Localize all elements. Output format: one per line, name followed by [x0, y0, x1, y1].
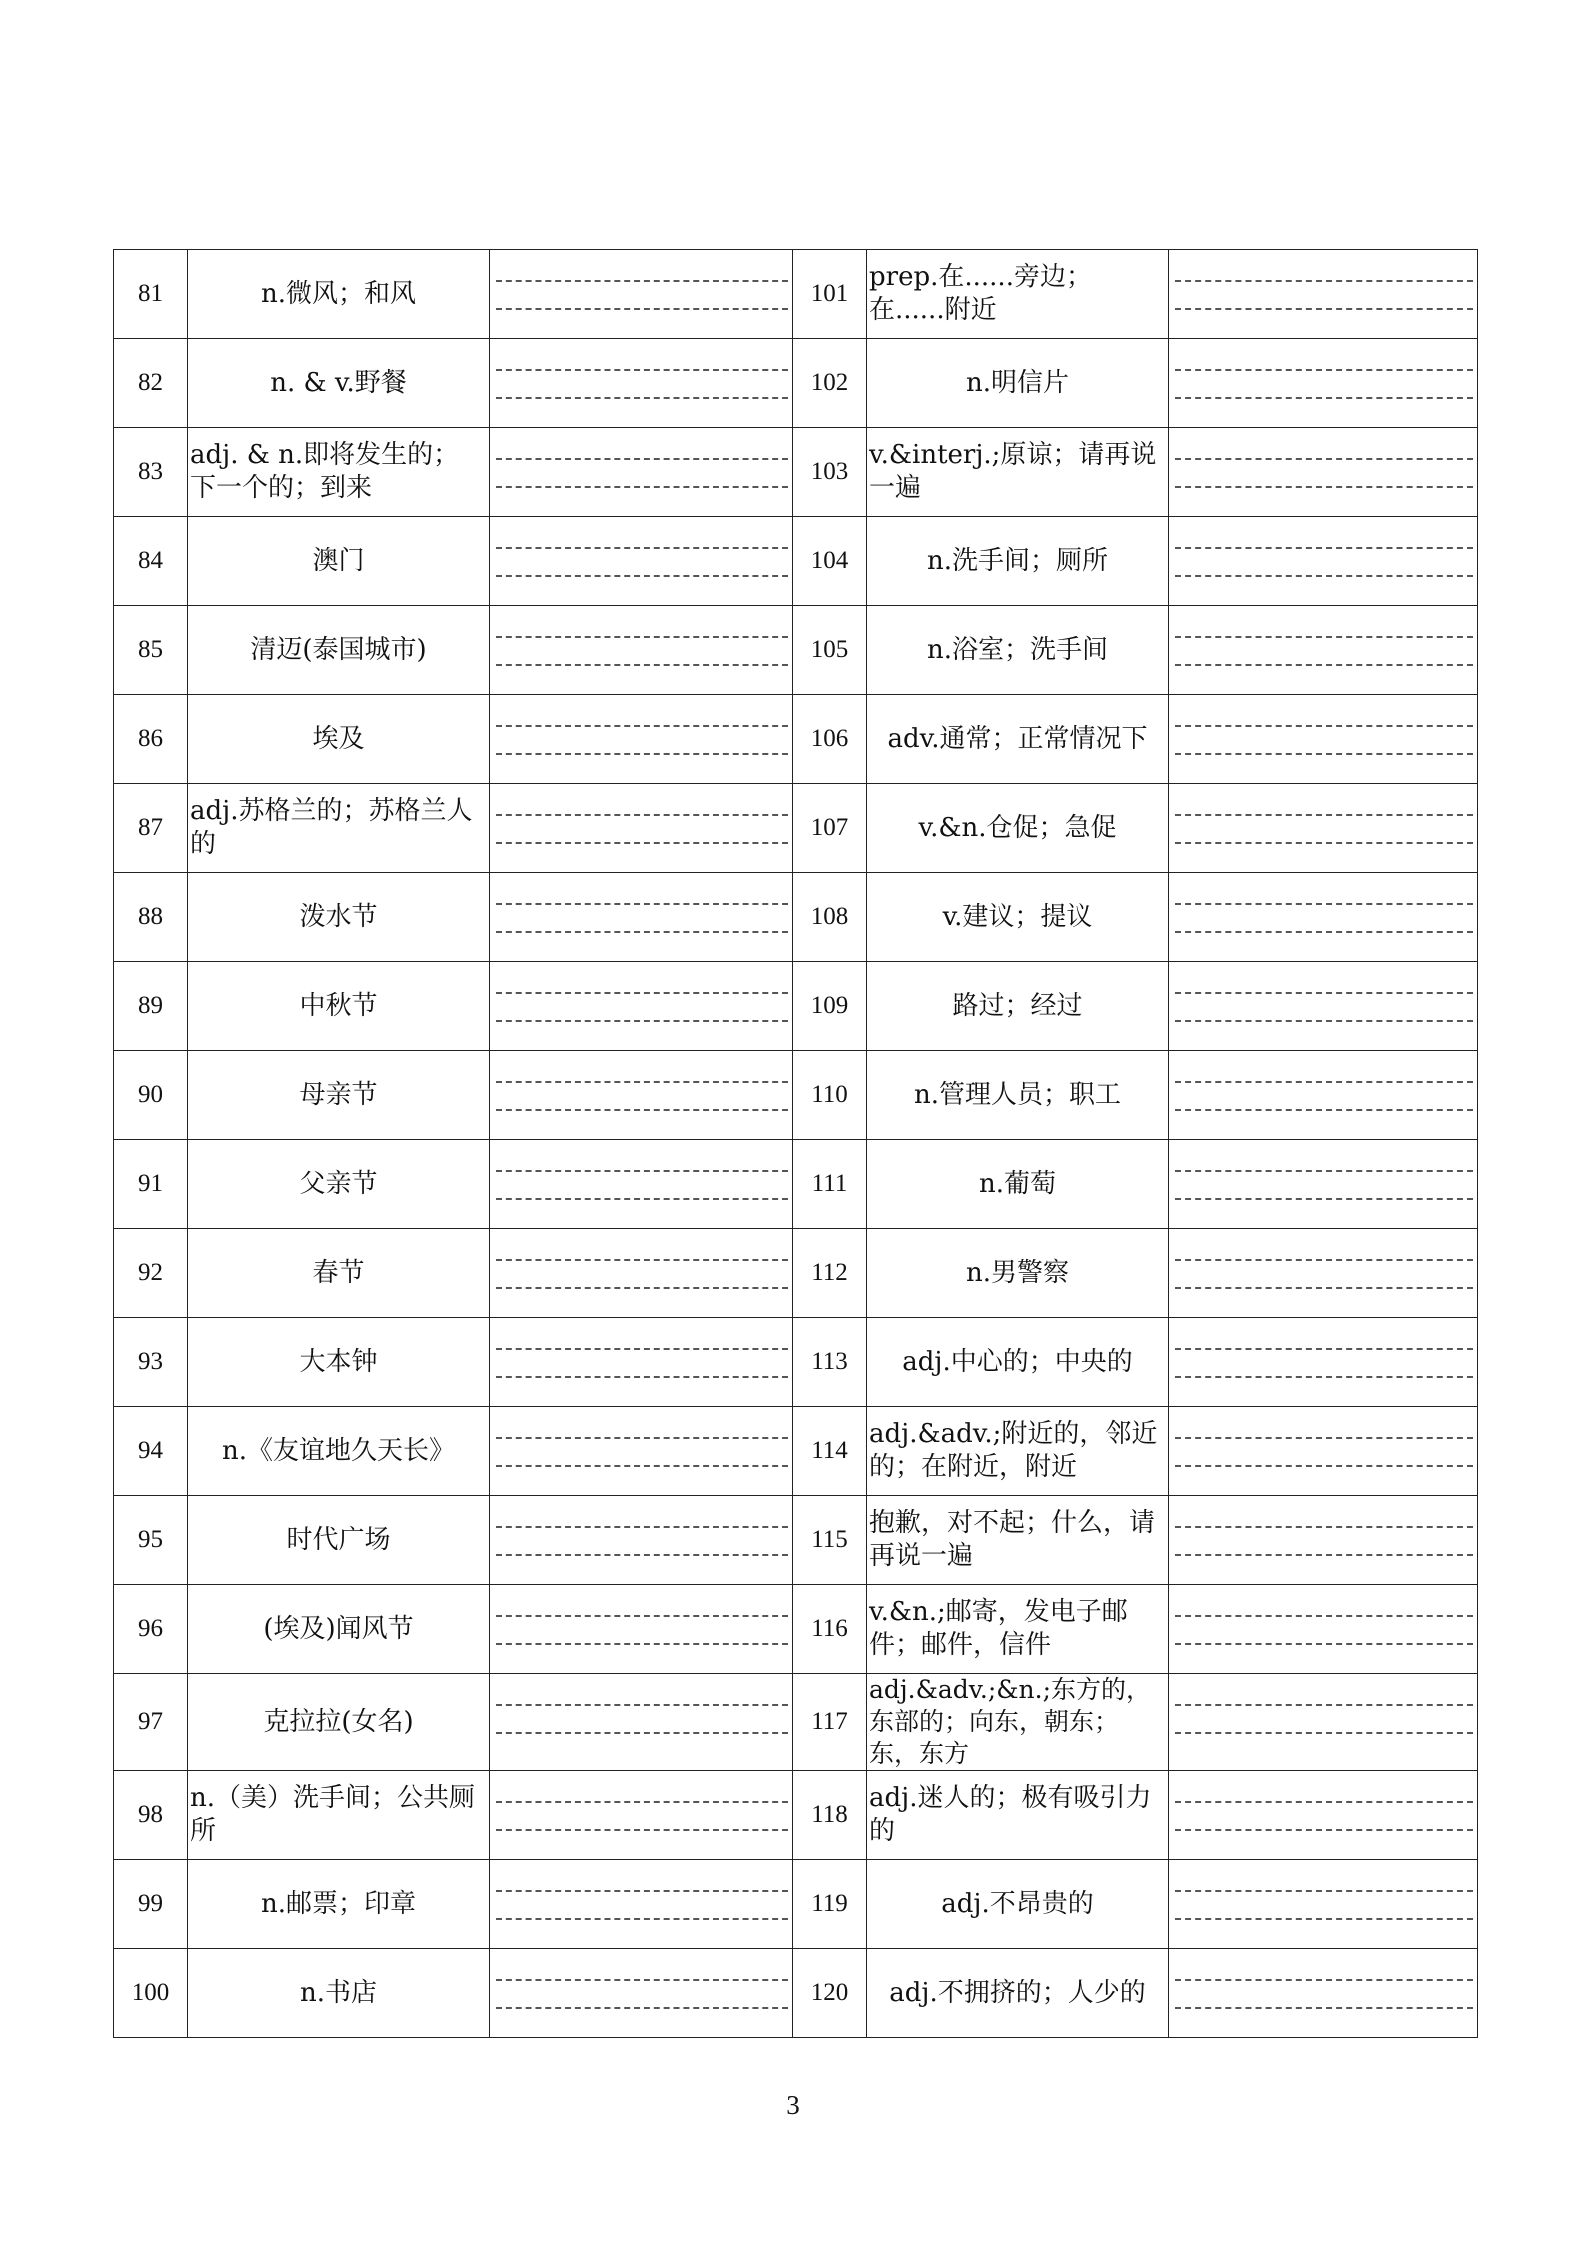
- writing-line: [1175, 1437, 1473, 1439]
- chinese-meaning: adj.中心的；中央的: [867, 1318, 1169, 1407]
- answer-blank[interactable]: [490, 1674, 793, 1771]
- writing-line: [496, 1732, 788, 1734]
- table-row: [114, 784, 1478, 873]
- answer-blank[interactable]: [490, 873, 793, 962]
- writing-line: [496, 1259, 788, 1261]
- writing-line: [496, 2007, 788, 2009]
- writing-line: [1175, 2007, 1473, 2009]
- chinese-meaning: n.男警察: [867, 1229, 1169, 1318]
- chinese-meaning: 中秋节: [188, 962, 490, 1051]
- table-row: [114, 1140, 1478, 1229]
- writing-line: [496, 547, 788, 549]
- writing-line: [1175, 1615, 1473, 1617]
- chinese-meaning: v.&n.仓促；急促: [867, 784, 1169, 873]
- chinese-meaning: 路过；经过: [867, 962, 1169, 1051]
- chinese-meaning: n.管理人员；职工: [867, 1051, 1169, 1140]
- answer-blank[interactable]: [490, 339, 793, 428]
- writing-line: [496, 1348, 788, 1350]
- writing-line: [1175, 1020, 1473, 1022]
- chinese-meaning: n.《友谊地久天长》: [188, 1407, 490, 1496]
- item-number: 116: [793, 1585, 867, 1674]
- writing-line: [496, 280, 788, 282]
- table-row: [114, 1229, 1478, 1318]
- writing-line: [496, 1020, 788, 1022]
- chinese-meaning: n.浴室；洗手间: [867, 606, 1169, 695]
- writing-line: [1175, 1801, 1473, 1803]
- answer-blank[interactable]: [1169, 784, 1478, 873]
- chinese-meaning: n. & v.野餐: [188, 339, 490, 428]
- table-row: [114, 1051, 1478, 1140]
- writing-line: [496, 903, 788, 905]
- chinese-meaning: 时代广场: [188, 1496, 490, 1585]
- table-row: [114, 695, 1478, 784]
- writing-line: [496, 664, 788, 666]
- chinese-meaning: v.&n.;邮寄，发电子邮件；邮件，信件: [867, 1585, 1169, 1674]
- item-number: 100: [114, 1949, 188, 2038]
- writing-line: [496, 1643, 788, 1645]
- table-row: [114, 1585, 1478, 1674]
- writing-line: [496, 1109, 788, 1111]
- chinese-meaning: 泼水节: [188, 873, 490, 962]
- writing-line: [496, 1829, 788, 1831]
- item-number: 111: [793, 1140, 867, 1229]
- chinese-meaning: 抱歉，对不起；什么，请再说一遍: [867, 1496, 1169, 1585]
- writing-line: [496, 992, 788, 994]
- item-number: 94: [114, 1407, 188, 1496]
- writing-line: [496, 369, 788, 371]
- item-number: 109: [793, 962, 867, 1051]
- writing-line: [496, 1170, 788, 1172]
- answer-blank[interactable]: [490, 428, 793, 517]
- item-number: 85: [114, 606, 188, 695]
- writing-line: [1175, 308, 1473, 310]
- item-number: 97: [114, 1674, 188, 1771]
- chinese-meaning: 克拉拉(女名): [188, 1674, 490, 1771]
- chinese-meaning: adj.不拥挤的；人少的: [867, 1949, 1169, 2038]
- chinese-meaning: 大本钟: [188, 1318, 490, 1407]
- chinese-meaning: 父亲节: [188, 1140, 490, 1229]
- writing-line: [1175, 1081, 1473, 1083]
- chinese-meaning: 清迈(泰国城市): [188, 606, 490, 695]
- chinese-meaning: n.微风；和风: [188, 250, 490, 339]
- chinese-meaning: prep.在......旁边；在......附近: [867, 250, 1169, 339]
- answer-blank[interactable]: [490, 250, 793, 339]
- writing-line: [1175, 1643, 1473, 1645]
- answer-blank[interactable]: [490, 1860, 793, 1949]
- writing-line: [1175, 1287, 1473, 1289]
- table-row: [114, 1318, 1478, 1407]
- item-number: 113: [793, 1318, 867, 1407]
- writing-line: [1175, 1918, 1473, 1920]
- chinese-meaning: adj. & n.即将发生的；下一个的；到来: [188, 428, 490, 517]
- chinese-meaning: 春节: [188, 1229, 490, 1318]
- answer-blank[interactable]: [1169, 1585, 1478, 1674]
- table-row: [114, 1674, 1478, 1771]
- answer-blank[interactable]: [1169, 873, 1478, 962]
- writing-line: [496, 1615, 788, 1617]
- chinese-meaning: n.洗手间；厕所: [867, 517, 1169, 606]
- table-row: [114, 517, 1478, 606]
- writing-line: [1175, 636, 1473, 638]
- item-number: 99: [114, 1860, 188, 1949]
- writing-line: [1175, 1554, 1473, 1556]
- writing-line: [496, 931, 788, 933]
- item-number: 106: [793, 695, 867, 784]
- item-number: 89: [114, 962, 188, 1051]
- writing-line: [496, 725, 788, 727]
- writing-line: [1175, 1979, 1473, 1981]
- writing-line: [1175, 1198, 1473, 1200]
- writing-line: [1175, 992, 1473, 994]
- answer-blank[interactable]: [490, 1407, 793, 1496]
- writing-line: [1175, 1526, 1473, 1528]
- writing-line: [496, 753, 788, 755]
- chinese-meaning: n.明信片: [867, 339, 1169, 428]
- item-number: 117: [793, 1674, 867, 1771]
- writing-line: [496, 1287, 788, 1289]
- chinese-meaning: 澳门: [188, 517, 490, 606]
- table-row: [114, 428, 1478, 517]
- item-number: 101: [793, 250, 867, 339]
- writing-line: [1175, 486, 1473, 488]
- writing-line: [1175, 725, 1473, 727]
- chinese-meaning: v.建议；提议: [867, 873, 1169, 962]
- answer-blank[interactable]: [1169, 962, 1478, 1051]
- item-number: 83: [114, 428, 188, 517]
- writing-line: [1175, 1376, 1473, 1378]
- item-number: 96: [114, 1585, 188, 1674]
- chinese-meaning: adj.&adv.;&n.;东方的，东部的；向东，朝东；东，东方: [867, 1674, 1169, 1771]
- item-number: 95: [114, 1496, 188, 1585]
- chinese-meaning: v.&interj.;原谅；请再说一遍: [867, 428, 1169, 517]
- item-number: 115: [793, 1496, 867, 1585]
- writing-line: [496, 1918, 788, 1920]
- answer-blank[interactable]: [490, 1318, 793, 1407]
- item-number: 98: [114, 1771, 188, 1860]
- chinese-meaning: 埃及: [188, 695, 490, 784]
- table-row: [114, 1860, 1478, 1949]
- writing-line: [1175, 397, 1473, 399]
- chinese-meaning: adj.迷人的；极有吸引力的: [867, 1771, 1169, 1860]
- item-number: 86: [114, 695, 188, 784]
- table-row: [114, 962, 1478, 1051]
- writing-line: [1175, 1465, 1473, 1467]
- answer-blank[interactable]: [490, 1585, 793, 1674]
- writing-line: [496, 486, 788, 488]
- table-row: [114, 1496, 1478, 1585]
- writing-line: [496, 814, 788, 816]
- answer-blank[interactable]: [1169, 1229, 1478, 1318]
- answer-blank[interactable]: [1169, 1051, 1478, 1140]
- writing-line: [1175, 931, 1473, 933]
- vocabulary-table-body: [114, 250, 1478, 2038]
- writing-line: [1175, 842, 1473, 844]
- table-row: [114, 606, 1478, 695]
- table-row: [114, 1949, 1478, 2038]
- table-row: [114, 873, 1478, 962]
- writing-line: [496, 308, 788, 310]
- item-number: 93: [114, 1318, 188, 1407]
- writing-line: [1175, 369, 1473, 371]
- answer-blank[interactable]: [1169, 1140, 1478, 1229]
- writing-line: [496, 397, 788, 399]
- answer-blank[interactable]: [490, 1140, 793, 1229]
- writing-line: [1175, 664, 1473, 666]
- item-number: 104: [793, 517, 867, 606]
- item-number: 91: [114, 1140, 188, 1229]
- chinese-meaning: 母亲节: [188, 1051, 490, 1140]
- answer-blank[interactable]: [490, 1771, 793, 1860]
- writing-line: [1175, 547, 1473, 549]
- answer-blank[interactable]: [490, 606, 793, 695]
- answer-blank[interactable]: [1169, 1771, 1478, 1860]
- writing-line: [1175, 1890, 1473, 1892]
- answer-blank[interactable]: [1169, 1318, 1478, 1407]
- item-number: 84: [114, 517, 188, 606]
- chinese-meaning: adv.通常；正常情况下: [867, 695, 1169, 784]
- writing-line: [496, 1081, 788, 1083]
- item-number: 119: [793, 1860, 867, 1949]
- answer-blank[interactable]: [490, 962, 793, 1051]
- writing-line: [496, 842, 788, 844]
- writing-line: [1175, 1829, 1473, 1831]
- writing-line: [496, 1198, 788, 1200]
- writing-line: [496, 1704, 788, 1706]
- chinese-meaning: adj.不昂贵的: [867, 1860, 1169, 1949]
- answer-blank[interactable]: [1169, 606, 1478, 695]
- writing-line: [1175, 1170, 1473, 1172]
- answer-blank[interactable]: [490, 1229, 793, 1318]
- chinese-meaning: adj.&adv.;附近的，邻近的；在附近，附近: [867, 1407, 1169, 1496]
- item-number: 87: [114, 784, 188, 873]
- item-number: 107: [793, 784, 867, 873]
- writing-line: [496, 1554, 788, 1556]
- answer-blank[interactable]: [1169, 1860, 1478, 1949]
- writing-line: [496, 636, 788, 638]
- item-number: 90: [114, 1051, 188, 1140]
- writing-line: [496, 458, 788, 460]
- answer-blank[interactable]: [1169, 428, 1478, 517]
- writing-line: [1175, 280, 1473, 282]
- table-row: [114, 339, 1478, 428]
- writing-line: [496, 1465, 788, 1467]
- writing-line: [1175, 1732, 1473, 1734]
- answer-blank[interactable]: [1169, 339, 1478, 428]
- writing-line: [1175, 1259, 1473, 1261]
- answer-blank[interactable]: [1169, 1496, 1478, 1585]
- item-number: 120: [793, 1949, 867, 2038]
- writing-line: [1175, 458, 1473, 460]
- vocabulary-table: [113, 249, 1478, 2038]
- writing-line: [1175, 575, 1473, 577]
- item-number: 92: [114, 1229, 188, 1318]
- answer-blank[interactable]: [490, 1949, 793, 2038]
- writing-line: [1175, 1348, 1473, 1350]
- writing-line: [1175, 1109, 1473, 1111]
- writing-line: [496, 1979, 788, 1981]
- item-number: 108: [793, 873, 867, 962]
- item-number: 88: [114, 873, 188, 962]
- page-number: 3: [786, 2090, 800, 2120]
- writing-line: [496, 1526, 788, 1528]
- item-number: 118: [793, 1771, 867, 1860]
- writing-line: [496, 1437, 788, 1439]
- writing-line: [496, 1801, 788, 1803]
- item-number: 102: [793, 339, 867, 428]
- table-row: [114, 250, 1478, 339]
- item-number: 103: [793, 428, 867, 517]
- item-number: 110: [793, 1051, 867, 1140]
- answer-blank[interactable]: [1169, 517, 1478, 606]
- table-row: [114, 1407, 1478, 1496]
- chinese-meaning: n.邮票；印章: [188, 1860, 490, 1949]
- writing-line: [496, 1890, 788, 1892]
- chinese-meaning: n.（美）洗手间；公共厕所: [188, 1771, 490, 1860]
- item-number: 105: [793, 606, 867, 695]
- answer-blank[interactable]: [490, 784, 793, 873]
- item-number: 114: [793, 1407, 867, 1496]
- table-row: [114, 1771, 1478, 1860]
- item-number: 82: [114, 339, 188, 428]
- answer-blank[interactable]: [490, 517, 793, 606]
- writing-line: [1175, 1704, 1473, 1706]
- writing-line: [1175, 753, 1473, 755]
- answer-blank[interactable]: [490, 695, 793, 784]
- item-number: 81: [114, 250, 188, 339]
- writing-line: [1175, 814, 1473, 816]
- writing-line: [496, 575, 788, 577]
- answer-blank[interactable]: [1169, 1674, 1478, 1771]
- chinese-meaning: (埃及)闻风节: [188, 1585, 490, 1674]
- answer-blank[interactable]: [1169, 1949, 1478, 2038]
- answer-blank[interactable]: [490, 1496, 793, 1585]
- answer-blank[interactable]: [490, 1051, 793, 1140]
- chinese-meaning: n.葡萄: [867, 1140, 1169, 1229]
- answer-blank[interactable]: [1169, 250, 1478, 339]
- item-number: 112: [793, 1229, 867, 1318]
- chinese-meaning: adj.苏格兰的；苏格兰人的: [188, 784, 490, 873]
- answer-blank[interactable]: [1169, 695, 1478, 784]
- answer-blank[interactable]: [1169, 1407, 1478, 1496]
- writing-line: [496, 1376, 788, 1378]
- chinese-meaning: n.书店: [188, 1949, 490, 2038]
- writing-line: [1175, 903, 1473, 905]
